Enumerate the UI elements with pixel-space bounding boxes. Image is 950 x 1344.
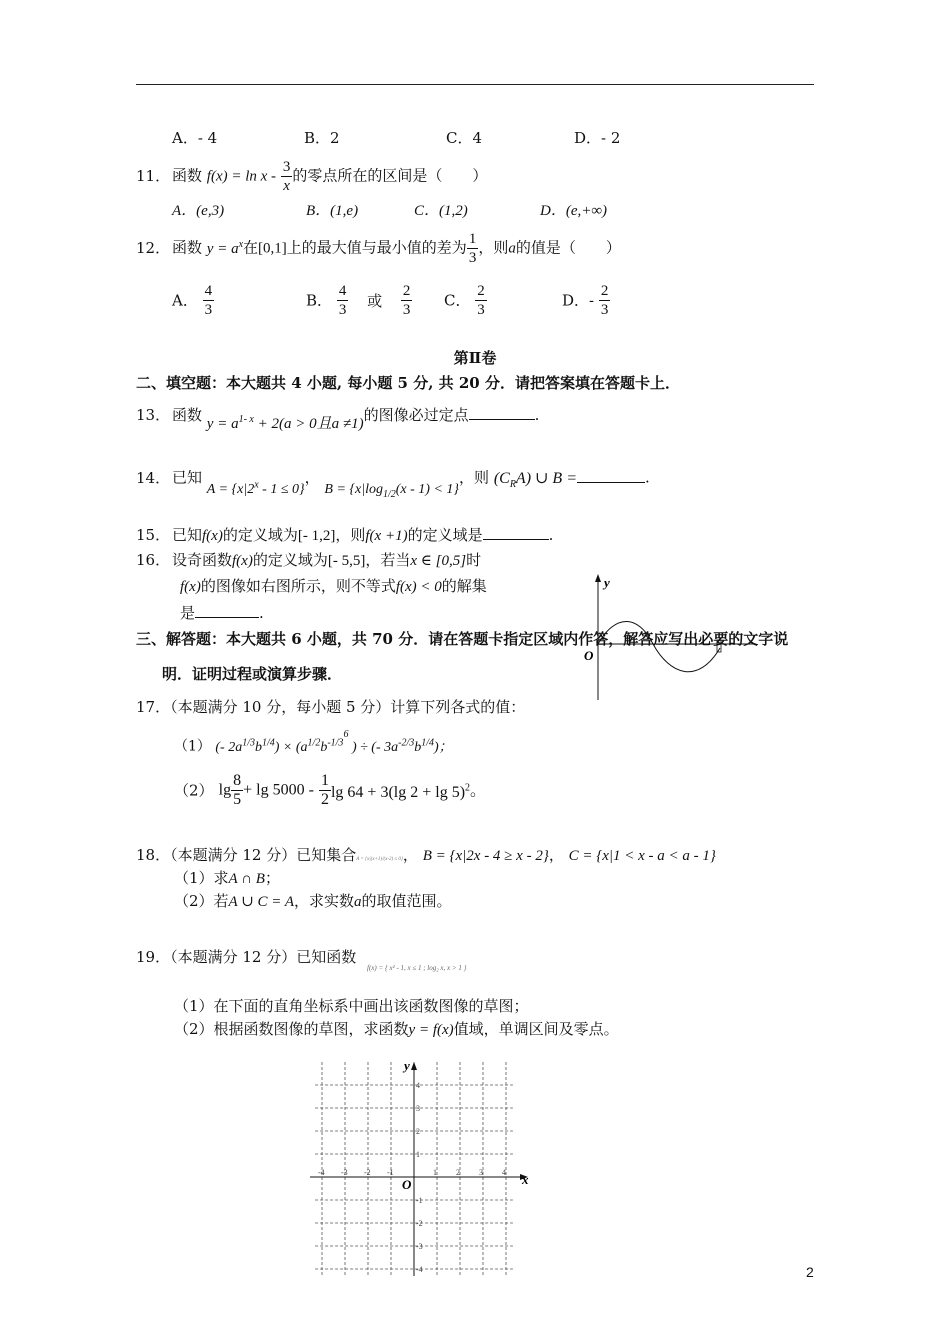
- q14-set-b: $B = \{x|\log_{1/2}(x - 1) < 1\}$: [324, 481, 460, 500]
- q17-part1: （1） (- $2a^{1/3}b^{1/4}) \times (a^{1/2}b^{-1/36}$ ) ÷ (- $3a^{-2/3}b^{1/4}$)；: [174, 729, 453, 755]
- q19-coordinate-grid: [300, 1054, 540, 1284]
- question-13: 13． 函数 $y = a^{1- x} + 2(a > 0$且a ≠1)的图像必过定点 .: [136, 406, 540, 432]
- q12-post: 的值是（ ）: [515, 238, 621, 257]
- section2-heading: 二、填空题：本大题共 4 小题, 每小题 5 分, 共 20 分．请把答案填在答题卡上．: [136, 374, 680, 392]
- grid-y-tick: -2: [416, 1219, 423, 1228]
- q19-part2: （2）根据函数图像的草图，求函数y = f(x)值域，单调区间及零点。: [174, 1020, 619, 1038]
- q13-expr: $y = a^{1- x} + 2(a > 0$且a ≠1): [206, 414, 364, 432]
- q12-mid3: ，则: [478, 238, 509, 257]
- part2-title: 第Ⅱ卷: [453, 349, 497, 367]
- q18-part2: （2）若A ∪ C = A，求实数a的取值范围。: [174, 892, 452, 910]
- q16-y-label: y: [604, 575, 610, 590]
- grid-y-arrow: [411, 1062, 417, 1070]
- grid-x-tick: -1: [387, 1168, 394, 1177]
- q14-set-a: $A = \{x|2^x - 1 \le 0\}$: [206, 479, 305, 497]
- grid-y-label: y: [404, 1058, 410, 1073]
- q12-number: 12．: [136, 238, 171, 257]
- q17-part2: （2） lg $\frac{8}{5}$ + lg 5000 - $\frac{1}{2}$ lg 64 + 3(lg 2 + lg 5)$^2$。: [174, 772, 487, 808]
- grid-y-tick: 2: [416, 1127, 420, 1136]
- question-12: [136, 230, 621, 267]
- question-17-head: 17．（本题满分 10 分，每小题 5 分）计算下列各式的值：: [136, 698, 526, 716]
- q18-set-c: C = {x|1 < x - a < a - 1}: [568, 848, 716, 864]
- q10-option-d: D．- 2: [574, 129, 621, 147]
- q18-set-b: B = {x|2x - 4 ≥ x - 2}: [422, 848, 549, 864]
- question-19: 19．（本题满分 12 分）已知函数 $_{f(x) = \{ x^2 - 1, x \le 1 ; log_2 x, x > 1 \}}$: [136, 948, 467, 972]
- q11-number: 11．: [136, 166, 171, 185]
- q12-fraction: $\frac{1}{3}$: [468, 231, 477, 266]
- q12-options: [172, 282, 812, 322]
- q11-option-c: C．(1,2): [414, 203, 468, 219]
- q15-blank: [483, 525, 549, 540]
- q11-fraction: $\frac{3}{x}$: [282, 159, 291, 194]
- q16-line3: 是 .: [180, 604, 264, 622]
- question-11: [136, 158, 487, 195]
- q15-number: 15．: [136, 526, 171, 544]
- grid-origin-label: O: [402, 1177, 412, 1192]
- grid-y-tick: -4: [416, 1265, 423, 1274]
- q11-pre: 函数: [172, 166, 203, 185]
- grid-x-tick: -3: [341, 1168, 348, 1177]
- grid-x-tick: 1: [433, 1168, 437, 1177]
- q12-option-b: B． $\frac{4}{3}$ 或 $\frac{2}{3}$: [306, 283, 411, 318]
- q14-number: 14．: [136, 468, 171, 487]
- q14-expr: $(C_RA)$ ∪ B =: [493, 469, 577, 490]
- page-number: 2: [806, 1264, 814, 1280]
- q16-y-arrow: [595, 574, 601, 582]
- grid-y-tick: 1: [416, 1150, 420, 1159]
- grid-x-tick: 2: [456, 1168, 460, 1177]
- grid-y-tick: -1: [416, 1196, 423, 1205]
- q12-option-a: A． $\frac{4}{3}$: [172, 283, 213, 318]
- q10-option-b: B．2: [304, 129, 340, 147]
- grid-x-tick: 3: [479, 1168, 483, 1177]
- question-15: 15． 已知f(x)的定义域为[- 1,2]，则f(x +1)的定义域是 .: [136, 526, 554, 544]
- q13-pre: 函数: [172, 406, 203, 424]
- section3-heading-cont: 明．证明过程或演算步骤．: [162, 665, 343, 683]
- question-18: 18．（本题满分 12 分）已知集合A = {x|(x+1)/(x-2) ≤ 0}， B = {x|2x - 4 ≥ x - 2}， C = {x|1 < x - a < a - 1}: [136, 846, 716, 864]
- q16-origin-label: O: [584, 648, 594, 663]
- q18-set-a: A = {x|(x+1)/(x-2) ≤ 0}: [356, 857, 403, 862]
- grid-x-tick: 4: [502, 1168, 506, 1177]
- header-rule: [136, 84, 814, 85]
- question-16: 16． 设奇函数f(x)的定义域为[- 5,5]，若当x ∈ [0,5]时: [136, 551, 482, 569]
- q12-interval: [0,1]: [258, 240, 287, 257]
- q18-part1: （1）求A ∩ B；: [174, 869, 280, 887]
- q12-mid2: 上的最大值与最小值的差为: [286, 238, 467, 257]
- q11-expr: f(x) = ln x -: [206, 168, 277, 185]
- q12-mid1: 在: [243, 238, 259, 257]
- q19-function: f(x) = { x² - 1, x ≤ 1 ; log₂ x, x > 1 }: [367, 964, 467, 972]
- q11-option-b: B．(1,e): [306, 203, 359, 219]
- q12-option-d: D．- $\frac{2}{3}$: [562, 283, 609, 318]
- q13-blank: [469, 405, 535, 420]
- q13-number: 13．: [136, 406, 171, 424]
- q10-option-c: C．4: [446, 129, 483, 147]
- q14-blank: [577, 468, 645, 483]
- grid-y-tick: -3: [416, 1242, 423, 1251]
- q10-option-a: A．- 4: [172, 129, 218, 147]
- q19-part1: （1）在下面的直角坐标系中画出该函数图像的草图；: [174, 997, 529, 1015]
- grid-x-tick: -2: [364, 1168, 371, 1177]
- q11-post: 的零点所在的区间是（ ）: [292, 166, 488, 185]
- q13-post: 的图像必过定点: [363, 406, 469, 424]
- grid-y-tick: 4: [416, 1081, 420, 1090]
- q12-pre: 函数: [172, 238, 203, 257]
- question-14: 14． 已知 $A = \{x|2^x - 1 \le 0\}$， $B = \{x|\log_{1/2}(x - 1) < 1\}$，则 $(C_RA)$ ∪ B = .: [136, 468, 650, 500]
- section3-heading: 三、解答题：本大题共 6 小题，共 70 分．请在答题卡指定区域内作答，解答应写出必要的文字说: [136, 630, 789, 648]
- q12-option-c: C． $\frac{2}{3}$: [444, 283, 485, 318]
- q16-blank: [195, 603, 259, 618]
- q16-line2: f(x)的图像如右图所示，则不等式f(x) < 0的解集: [180, 577, 487, 595]
- grid-x-label: x: [522, 1172, 529, 1187]
- grid-y-tick: 3: [416, 1104, 420, 1113]
- q12-expr: $y = a^x$: [206, 238, 244, 257]
- q11-option-a: A．(e,3): [172, 203, 225, 219]
- q11-option-d: D．(e,+∞): [540, 203, 608, 219]
- q16-number: 16．: [136, 551, 171, 569]
- q14-pre: 已知: [172, 468, 203, 487]
- grid-x-tick: -4: [318, 1168, 325, 1177]
- q12-var: a: [508, 240, 516, 257]
